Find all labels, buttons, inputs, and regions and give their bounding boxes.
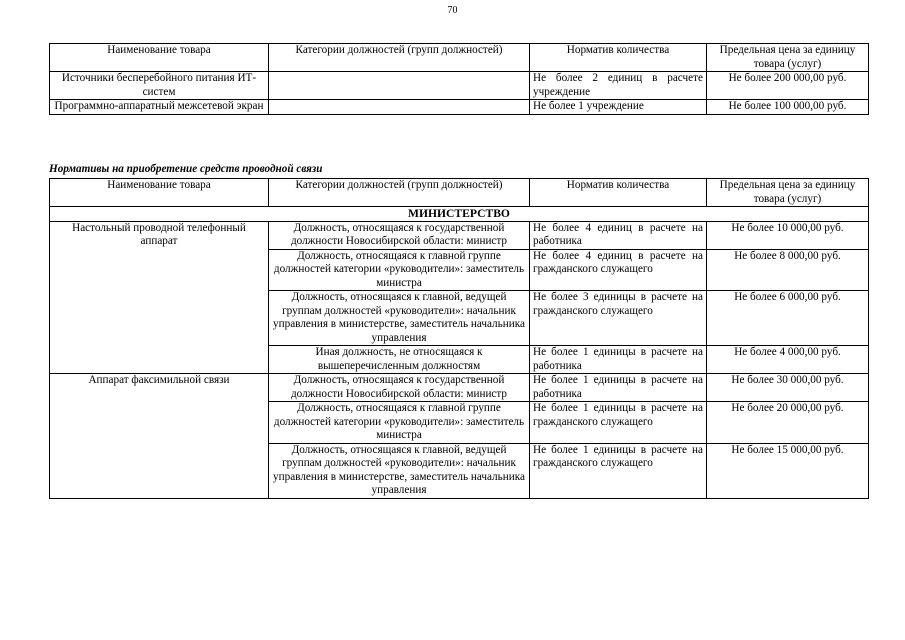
price-limit-cell: Не более 30 000,00 руб. [707, 374, 869, 402]
quantity-norm-cell: Не более 2 единиц в расчете учреждение [530, 72, 707, 100]
category-cell: Должность, относящаяся к государственной должности Новосибирской области: министр [269, 374, 530, 402]
header-quantity-norm: Норматив количества [530, 44, 707, 72]
quantity-norm-cell: Не более 1 единицы в расчете на гражданского служащего [530, 443, 707, 498]
category-cell: Должность, относящаяся к государственной должности Новосибирской области: министр [269, 221, 530, 249]
category-cell [269, 100, 530, 115]
category-cell: Иная должность, не относящаяся к вышеперечисленным должностям [269, 346, 530, 374]
section-header-row [50, 207, 869, 222]
price-limit-cell: Не более 4 000,00 руб. [707, 346, 869, 374]
price-limit-cell: Не более 15 000,00 руб. [707, 443, 869, 498]
price-limit-cell: Не более 8 000,00 руб. [707, 249, 869, 291]
header-price-limit: Предельная цена за единицу товара (услуг) [707, 179, 869, 207]
quantity-norm-cell: Не более 1 единицы в расчете на гражданского служащего [530, 402, 707, 444]
price-limit-cell: Не более 6 000,00 руб. [707, 291, 869, 346]
page-number: 70 [447, 5, 458, 16]
price-limit-cell: Не более 20 000,00 руб. [707, 402, 869, 444]
header-price-limit: Предельная цена за единицу товара (услуг) [707, 44, 869, 72]
table-header-row [50, 44, 869, 72]
product-name-cell: Настольный проводной телефонный аппарат [50, 221, 269, 374]
it-equipment-table [49, 43, 869, 115]
category-cell: Должность, относящаяся к главной, ведущей группам должностей «руководители»: начальник управления в министерстве, заместитель начальника управления [269, 291, 530, 346]
price-limit-cell: Не более 200 000,00 руб. [707, 72, 869, 100]
price-limit-cell: Не более 100 000,00 руб. [707, 100, 869, 115]
header-categories: Категории должностей (групп должностей) [269, 44, 530, 72]
quantity-norm-cell: Не более 1 учреждение [530, 100, 707, 115]
quantity-norm-cell: Не более 1 единицы в расчете на работника [530, 346, 707, 374]
table-row [50, 72, 869, 100]
table-row [50, 221, 869, 249]
header-categories: Категории должностей (групп должностей) [269, 179, 530, 207]
product-name-cell: Источники бесперебойного питания ИТ-систем [50, 72, 269, 100]
header-product-name: Наименование товара [50, 179, 269, 207]
header-product-name: Наименование товара [50, 44, 269, 72]
header-quantity-norm: Норматив количества [530, 179, 707, 207]
wired-communication-table [49, 178, 869, 499]
section-header-ministry: МИНИСТЕРСТВО [50, 207, 869, 222]
table-row [50, 374, 869, 402]
category-cell: Должность, относящаяся к главной группе должностей категории «руководители»: заместитель министра [269, 249, 530, 291]
category-cell: Должность, относящаяся к главной группе должностей категории «руководители»: заместитель министра [269, 402, 530, 444]
quantity-norm-cell: Не более 4 единиц в расчете на работника [530, 221, 707, 249]
table-row [50, 100, 869, 115]
section-title: Нормативы на приобретение средств проводной связи [49, 163, 323, 175]
category-cell: Должность, относящаяся к главной, ведущей группам должностей «руководители»: начальник управления в министерстве, заместитель начальника управления [269, 443, 530, 498]
category-cell [269, 72, 530, 100]
table-header-row [50, 179, 869, 207]
quantity-norm-cell: Не более 3 единицы в расчете на гражданского служащего [530, 291, 707, 346]
price-limit-cell: Не более 10 000,00 руб. [707, 221, 869, 249]
product-name-cell: Аппарат факсимильной связи [50, 374, 269, 499]
product-name-cell: Программно-аппаратный межсетевой экран [50, 100, 269, 115]
quantity-norm-cell: Не более 4 единиц в расчете на гражданского служащего [530, 249, 707, 291]
quantity-norm-cell: Не более 1 единицы в расчете на работника [530, 374, 707, 402]
